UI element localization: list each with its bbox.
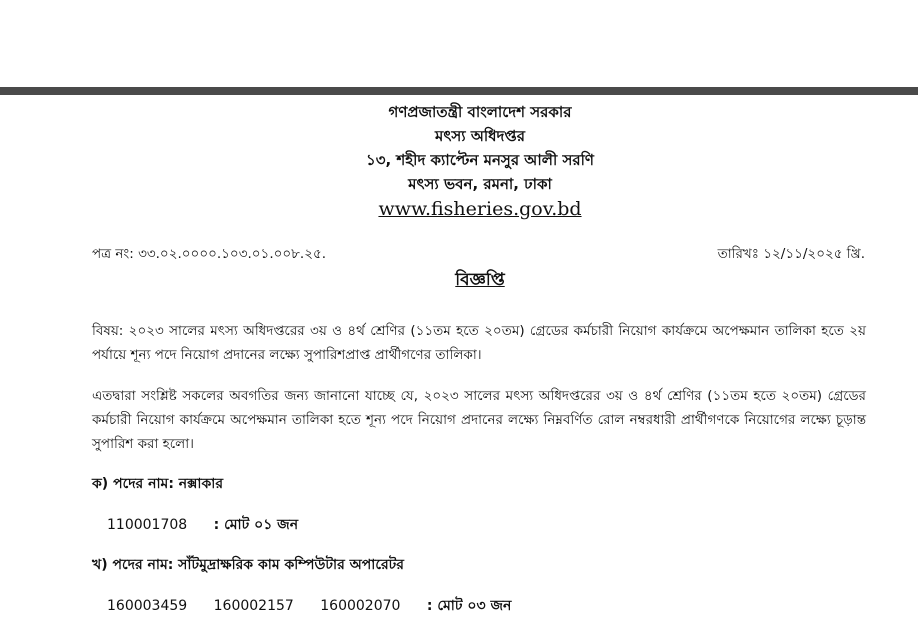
department-name: মৎস্য অধিদপ্তর [435, 127, 525, 145]
post-heading-draftsman: ক) পদের নাম: নক্সাকার [92, 476, 224, 492]
memo-number: পত্র নং: ৩৩.০২.০০০০.১০৩.০১.০০৮.২৫. [92, 246, 327, 262]
roll-list-draftsman [107, 513, 298, 537]
address-line-2: মৎস্য ভবন, রমনা, ঢাকা [408, 175, 552, 193]
notice-title-text: বিজ্ঞপ্তি [455, 270, 505, 290]
total-count: : মোট ০৩ জন [426, 598, 512, 614]
roll-number: 160003459 [107, 598, 188, 614]
address-line-1: ১৩, শহীদ ক্যাপ্টেন মনসুর আলী সরণি [366, 151, 594, 169]
roll-number: 160002157 [213, 598, 294, 614]
roll-number: 110001708 [107, 517, 188, 533]
website-link[interactable]: www.fisheries.gov.bd [378, 198, 582, 220]
notice-title [0, 267, 918, 295]
post-heading-stenographer: খ) পদের নাম: সাঁটমুদ্রাক্ষরিক কাম কম্পিউটার অপারেটর [92, 557, 405, 573]
roll-list-stenographer [107, 594, 511, 618]
govt-name: গণপ্রজাতন্ত্রী বাংলাদেশ সরকার [388, 103, 572, 121]
roll-number: 160002070 [320, 598, 401, 614]
body-paragraph: এতদ্বারা সংশ্লিষ্ট সকলের অবগতির জন্য জানানো যাচ্ছে যে, ২০২৩ সালের মৎস্য অধিদপ্তরের ৩য় ও ৪র্থ শ্রেণির (১১তম হতে ২০তম) গ্রেডের কর্মচারী নিয়োগ কার্যক্রমে অপেক্ষমান তালিকা হতে শূন্য পদে নিয়োগ প্রদানের লক্ষ্যে নিম্নবর্ণিত রোল নম্বরধারী প্রার্থীগণকে নিয়োগের লক্ষ্যে চূড়ান্ত সুপারিশ করা হলো। [92, 388, 866, 452]
subject-paragraph: বিষয়: ২০২৩ সালের মৎস্য অধিদপ্তরের ৩য় ও ৪র্থ শ্রেণির (১১তম হতে ২০তম) গ্রেডের কর্মচারী নিয়োগ কার্যক্রমে অপেক্ষমান তালিকা হতে ২য় পর্যায়ে শূন্য পদে নিয়োগ প্রদানের লক্ষ্যে সুপারিশপ্রাপ্ত প্রার্থীগণের তালিকা। [92, 323, 866, 363]
header-rule [0, 87, 918, 95]
notice-date: তারিখঃ ১২/১১/২০২৫ খ্রি. [717, 246, 865, 262]
total-count: : মোট ০১ জন [213, 517, 299, 533]
letterhead [0, 100, 918, 222]
